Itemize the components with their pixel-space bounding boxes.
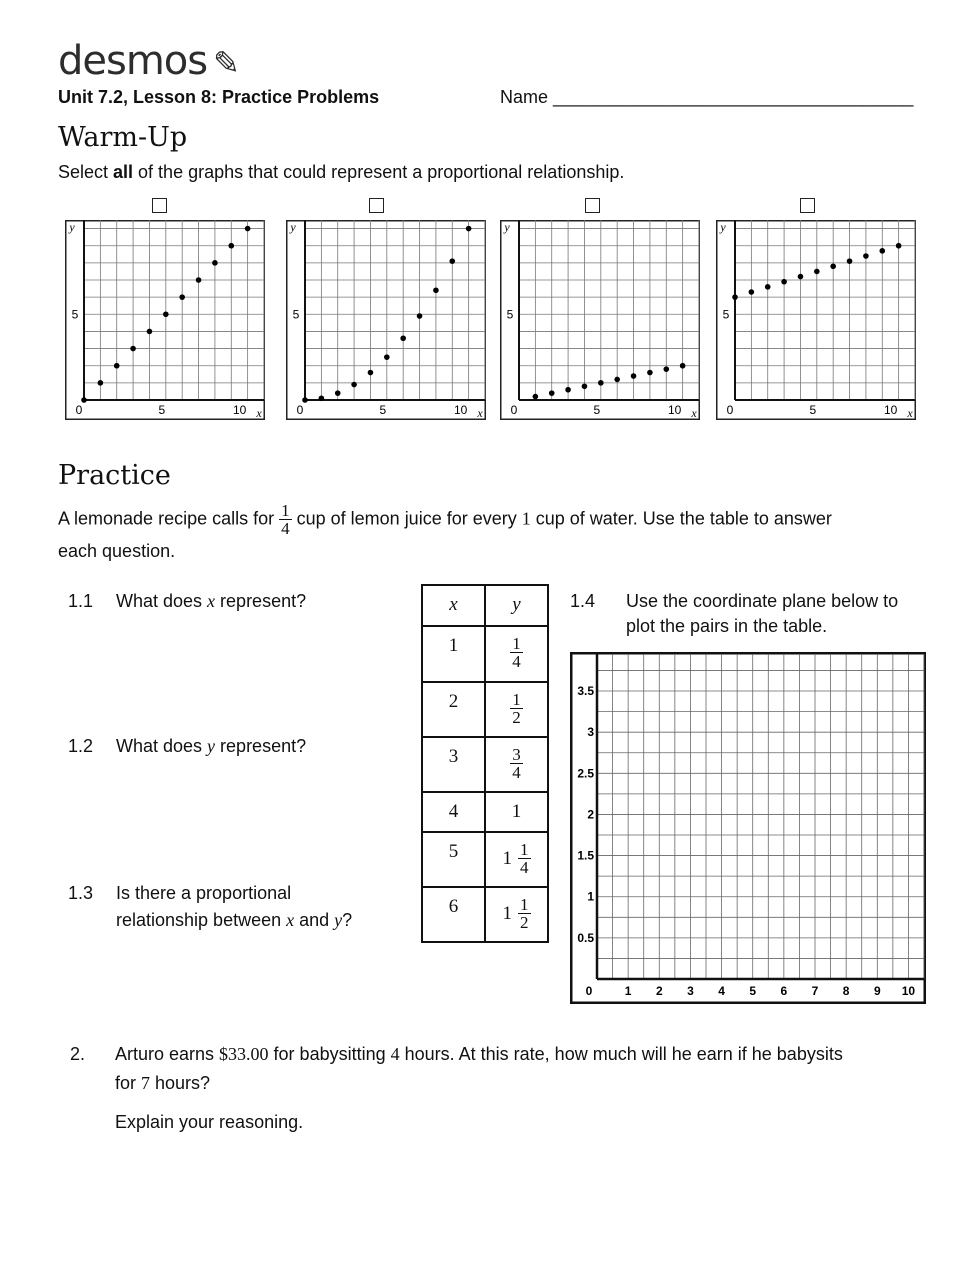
mixed-whole: 1	[502, 902, 512, 924]
data-point	[433, 287, 439, 293]
data-point	[781, 279, 787, 285]
q11-number: 1.1	[68, 591, 94, 611]
axis-label-x: x	[691, 406, 697, 420]
data-point	[351, 382, 357, 388]
data-point	[533, 394, 539, 400]
tick-label: 5	[722, 307, 730, 322]
data-point	[449, 258, 455, 264]
q13-line1: Is there a proportional	[116, 883, 292, 903]
table-cell-x: 3	[422, 737, 485, 792]
tick-label: 2.5	[577, 766, 594, 781]
table-cell-y: 1	[485, 792, 548, 832]
tick-label: 10	[883, 403, 898, 417]
intro-frac-num: 1	[281, 501, 290, 520]
graph-frame	[287, 221, 486, 420]
tick-label: 5	[593, 403, 601, 417]
graph-frame	[717, 221, 916, 420]
axis-label-x: x	[256, 406, 262, 420]
tick-label: 3.5	[577, 684, 594, 699]
coordinate-plane[interactable]	[570, 652, 926, 1004]
frac-num: 1	[512, 690, 521, 709]
data-point	[368, 370, 374, 376]
q12-number: 1.2	[68, 736, 94, 756]
data-point	[798, 274, 804, 280]
tick-label: 5	[506, 307, 514, 322]
tick-label: 0	[510, 403, 518, 417]
practice-title: Practice	[58, 460, 171, 491]
frac-den: 4	[512, 763, 521, 782]
q2-explain: Explain your reasoning.	[115, 1112, 304, 1132]
q13-q: ?	[342, 910, 353, 930]
unit-title: Unit 7.2, Lesson 8: Practice Problems	[58, 87, 380, 107]
axis-label-y: y	[504, 220, 510, 234]
data-point	[212, 260, 218, 266]
graph-frame	[66, 221, 265, 420]
frac-den: 4	[520, 858, 529, 877]
logo-text: desmos	[58, 38, 208, 84]
table-header-y: y	[485, 585, 548, 626]
graph-frame	[501, 221, 700, 420]
tick-label: 10	[232, 403, 247, 417]
q2-text-5: hours?	[150, 1073, 211, 1093]
q11-post: represent?	[215, 591, 307, 611]
frac-num: 1	[520, 895, 529, 914]
frac-den: 4	[512, 652, 521, 671]
intro-fraction	[279, 502, 292, 537]
data-point	[847, 258, 853, 264]
data-point	[114, 363, 120, 369]
data-point	[732, 294, 738, 300]
q12-var: y	[207, 736, 216, 756]
question-1-3	[68, 880, 353, 930]
name-line: ____________________________________	[553, 87, 914, 107]
q2-hours: 4	[390, 1044, 400, 1064]
name-label: Name	[500, 87, 554, 107]
intro-frac-den: 4	[281, 519, 290, 538]
question-1-2	[68, 736, 307, 757]
data-point	[196, 277, 202, 283]
frac-den: 2	[512, 708, 521, 727]
data-point	[81, 397, 87, 403]
data-point	[631, 373, 637, 379]
tick-label: 1	[624, 984, 632, 998]
warmup-graph-3	[500, 220, 700, 420]
tick-label: 0	[296, 403, 304, 417]
q14-line2: plot the pairs in the table.	[626, 616, 828, 636]
table-header-x: x	[422, 585, 485, 626]
q13-and: and	[294, 910, 335, 930]
tick-label: 5	[379, 403, 387, 417]
frac-num: 1	[512, 634, 521, 653]
table-cell-x: 1	[422, 626, 485, 682]
data-point	[879, 248, 885, 254]
table-cell-y	[485, 737, 548, 792]
data-point	[384, 354, 390, 360]
q13-y: y	[334, 910, 343, 930]
data-point	[565, 387, 571, 393]
graph-1-checkbox[interactable]	[152, 198, 167, 213]
practice-intro	[58, 502, 938, 566]
table-cell-y	[485, 682, 548, 737]
table-cell-x: 2	[422, 682, 485, 737]
table-cell-x: 6	[422, 887, 485, 942]
data-point	[466, 226, 472, 232]
axis-label-y: y	[290, 220, 296, 234]
tick-label: 10	[453, 403, 468, 417]
data-point	[400, 335, 406, 341]
q11-var: x	[207, 591, 216, 611]
tick-label: 4	[718, 984, 725, 998]
pencil-icon: ✎	[213, 44, 239, 82]
data-point	[179, 294, 185, 300]
data-point	[614, 377, 620, 383]
data-point	[130, 346, 136, 352]
q2-text-2: for babysitting	[268, 1044, 391, 1064]
tick-label: 3	[587, 725, 594, 740]
data-point	[896, 243, 902, 249]
tick-label: 0	[726, 403, 734, 417]
data-point	[680, 363, 686, 369]
data-point	[830, 263, 836, 269]
intro-text-1: A lemonade recipe calls for	[58, 508, 280, 529]
xy-table	[421, 584, 549, 943]
q2-number: 2.	[70, 1044, 86, 1064]
data-point	[549, 390, 555, 396]
tick-label: 8	[842, 984, 850, 998]
tick-label: 5	[809, 403, 817, 417]
question-1-1	[68, 591, 307, 612]
q13-number: 1.3	[68, 883, 94, 903]
tick-label: 1.5	[577, 848, 594, 863]
question-2	[70, 1040, 930, 1093]
tick-label: 5	[292, 307, 300, 322]
warmup-graph-4	[716, 220, 916, 420]
data-point	[335, 390, 341, 396]
q2-money: $33.00	[219, 1044, 269, 1064]
data-point	[749, 289, 755, 295]
graph-2-checkbox[interactable]	[369, 198, 384, 213]
prompt-pre: Select	[58, 162, 114, 182]
frac-num: 3	[512, 745, 521, 764]
frac-den: 2	[520, 913, 529, 932]
name-field[interactable]	[500, 87, 913, 108]
table-cell-y	[485, 832, 548, 887]
q13-pre: relationship between	[116, 910, 287, 930]
q12-post: represent?	[215, 736, 307, 756]
data-point	[302, 397, 308, 403]
desmos-logo	[58, 38, 239, 84]
intro-text-4: each question.	[58, 541, 176, 561]
tick-label: 9	[873, 984, 881, 998]
data-point	[863, 253, 869, 259]
intro-text-2: cup of lemon juice for every	[291, 508, 522, 529]
warmup-graph-2	[286, 220, 486, 420]
data-point	[319, 395, 325, 401]
data-point	[245, 226, 251, 232]
warmup-graph-1	[65, 220, 265, 420]
tick-label: 0.5	[577, 930, 594, 945]
tick-label: 10	[901, 984, 916, 998]
data-point	[417, 313, 423, 319]
axis-label-y: y	[720, 220, 726, 234]
tick-label: 2	[587, 807, 594, 822]
data-point	[98, 380, 104, 386]
prompt-bold: all	[113, 162, 134, 182]
frac-num: 1	[520, 840, 529, 859]
table-cell-x: 5	[422, 832, 485, 887]
data-point	[228, 243, 234, 249]
data-point	[765, 284, 771, 290]
data-point	[147, 329, 153, 335]
plane-frame	[571, 653, 925, 1003]
q14-number: 1.4	[570, 591, 596, 611]
axis-label-x: x	[907, 406, 913, 420]
tick-label: 1	[587, 889, 594, 904]
tick-label: 5	[158, 403, 166, 417]
tick-label: 5	[749, 984, 757, 998]
q14-line1: Use the coordinate plane below to	[626, 591, 899, 611]
tick-label: 10	[667, 403, 682, 417]
intro-text-3: cup of water. Use the table to answer	[530, 508, 832, 529]
q13-x: x	[286, 910, 295, 930]
prompt-post: of the graphs that could represent a proportional relationship.	[133, 162, 625, 182]
tick-label: 7	[811, 984, 819, 998]
table-cell-y	[485, 887, 548, 942]
q2-seven: 7	[141, 1073, 151, 1093]
warmup-title: Warm-Up	[58, 122, 188, 153]
tick-label: 0	[585, 984, 593, 998]
tick-label: 2	[655, 984, 663, 998]
data-point	[647, 370, 653, 376]
tick-label: 5	[71, 307, 79, 322]
data-point	[663, 366, 669, 372]
data-point	[163, 311, 169, 317]
graph-3-checkbox[interactable]	[585, 198, 600, 213]
intro-one: 1	[521, 508, 531, 529]
table-cell-x: 4	[422, 792, 485, 832]
tick-label: 6	[780, 984, 788, 998]
axis-label-x: x	[477, 406, 483, 420]
q12-pre: What does	[116, 736, 208, 756]
q2-text-4: for	[115, 1073, 142, 1093]
data-point	[814, 269, 820, 275]
warmup-prompt	[58, 162, 624, 183]
q11-pre: What does	[116, 591, 208, 611]
data-point	[582, 383, 588, 389]
data-point	[598, 380, 604, 386]
table-cell-y	[485, 626, 548, 682]
graph-4-checkbox[interactable]	[800, 198, 815, 213]
mixed-whole: 1	[502, 847, 512, 869]
question-1-4	[570, 589, 899, 636]
q2-text-3: hours. At this rate, how much will he earn if he babysits	[399, 1044, 843, 1064]
tick-label: 3	[687, 984, 694, 998]
axis-label-y: y	[69, 220, 75, 234]
q2-text-1: Arturo earns	[115, 1044, 220, 1064]
tick-label: 0	[75, 403, 83, 417]
